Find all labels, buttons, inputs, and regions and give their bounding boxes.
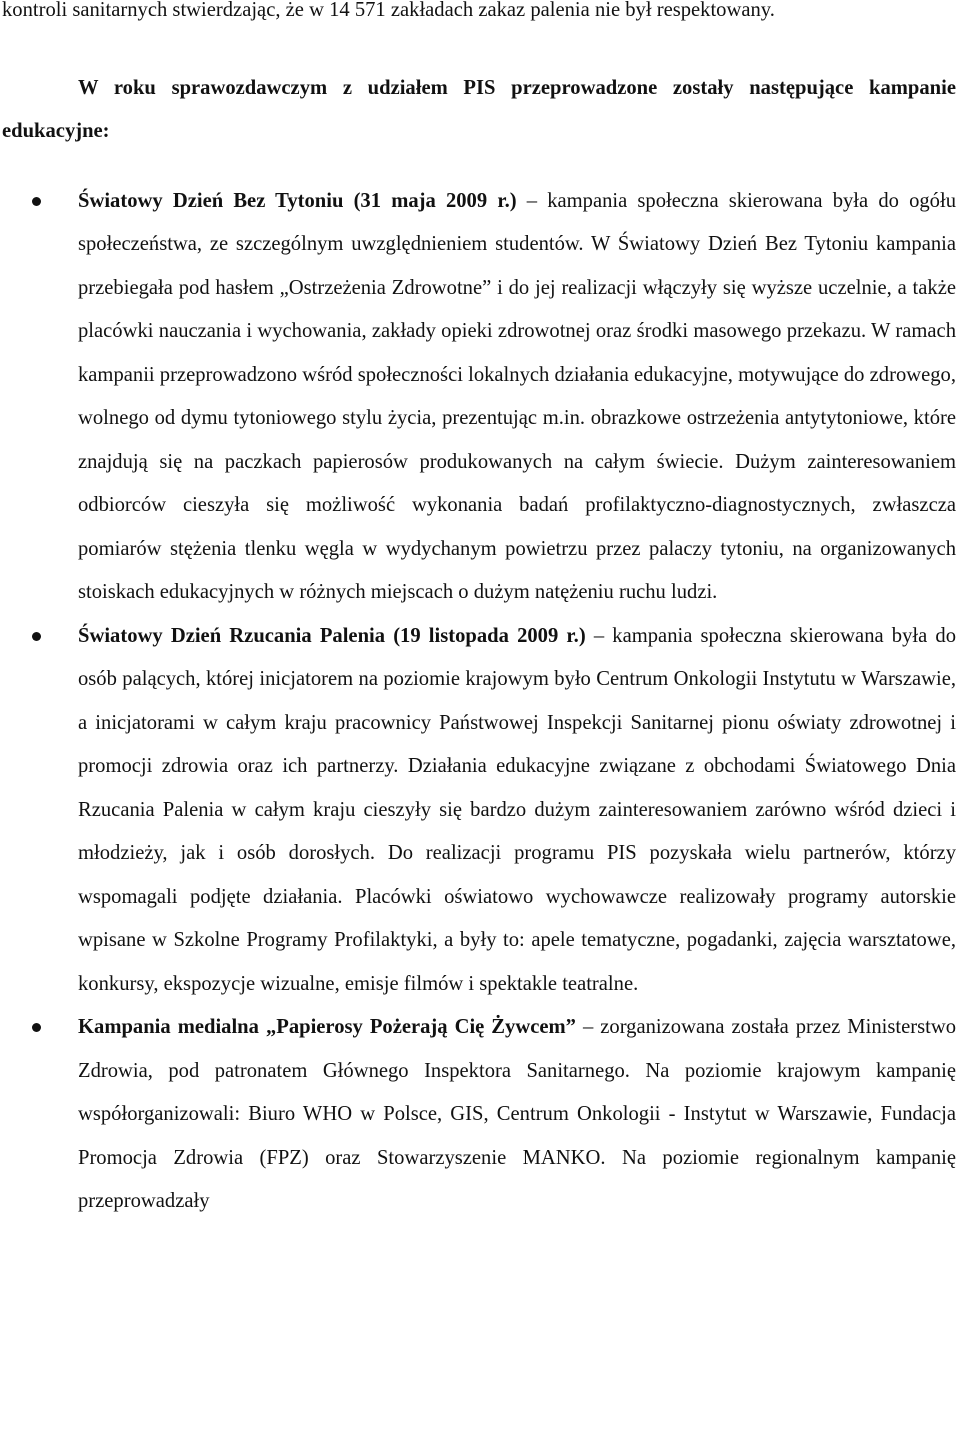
item-text: – zorganizowana została przez Ministerstwo Zdrowia, pod patronatem Głównego Inspektora Sanitarnego. Na poziomie krajowym kampanię współorganizowali: Biuro WHO w Polsce, GIS, Centrum Onkologii - Instytut w Warszawie, Fundacja Promocja Zdrowia (FPZ) oraz Stowarzyszenie MANKO. Na poziomie regionalnym kampanię przeprowadzały	[78, 1016, 956, 1212]
item-text: – kampania społeczna skierowana była do osób palących, której inicjatorem na poziomie krajowym było Centrum Onkologii Instytutu w Warszawie, a inicjatorami w całym kraju pracownicy Państwowej Inspekcji Sanitarnej pionu oświaty zdrowotnej i promocji zdrowia oraz ich partnerzy. Działania edukacyjne związane z obchodami Światowego Dnia Rzucania Palenia w całym kraju cieszyły się bardzo dużym zainteresowaniem zarówno wśród dzieci i młodzieży, jak i osób dorosłych. Do realizacji programu PIS pozyskała wielu partnerów, którzy wspomagali podjęte działania. Placówki oświatowo wychowawcze realizowały programy autorskie wpisane w Szkolne Programy Profilaktyki, a były to: apele tematyczne, pogadanki, zajęcia warsztatowe, konkursy, ekspozycje wizualne, emisje filmów i spektakle teatralne.	[78, 624, 956, 995]
bullet-icon	[32, 632, 41, 641]
item-heading: Światowy Dzień Rzucania Palenia (19 listopada 2009 r.)	[78, 624, 586, 647]
continued-paragraph: kontroli sanitarnych stwierdzając, że w 14 571 zakładach zakaz palenia nie był respektowany.	[2, 0, 775, 21]
list-item	[2, 1006, 956, 1224]
bullet-icon	[32, 1023, 41, 1032]
list-item	[2, 615, 956, 1007]
bullet-icon	[32, 197, 41, 206]
list-item	[2, 180, 956, 615]
item-text: – kampania społeczna skierowana była do ogółu społeczeństwa, ze szczególnym uwzględnieniem studentów. W Światowy Dzień Bez Tytoniu kampania przebiegała pod hasłem „Ostrzeżenia Zdrowotne” i do jej realizacji włączyły się wyższe uczelnie, a także placówki nauczania i wychowania, zakłady opieki zdrowotnej oraz środki masowego przekazu. W ramach kampanii przeprowadzono wśród społeczności lokalnych działania edukacyjne, motywujące do zdrowego, wolnego od dymu tytoniowego stylu życia, prezentując m.in. obrazkowe ostrzeżenia antytytoniowe, które znajdują się na paczkach papierosów produkowanych na całym świecie. Dużym zainteresowaniem odbiorców cieszyła się możliwość wykonania badań profilaktyczno-diagnostycznych, zwłaszcza pomiarów stężenia tlenku węgla w wydychanym powietrzu przez palaczy tytoniu, na organizowanych stoiskach edukacyjnych w różnych miejscach o dużym natężeniu ruchu ludzi.	[78, 189, 956, 603]
intro-paragraph: W roku sprawozdawczym z udziałem PIS przeprowadzone zostały następujące kampanie edukacyjne:	[2, 76, 956, 142]
campaign-list	[2, 180, 956, 1224]
item-heading: Światowy Dzień Bez Tytoniu (31 maja 2009 r.)	[78, 189, 517, 212]
item-heading: Kampania medialna „Papierosy Pożerają Cię Żywcem”	[78, 1016, 576, 1038]
